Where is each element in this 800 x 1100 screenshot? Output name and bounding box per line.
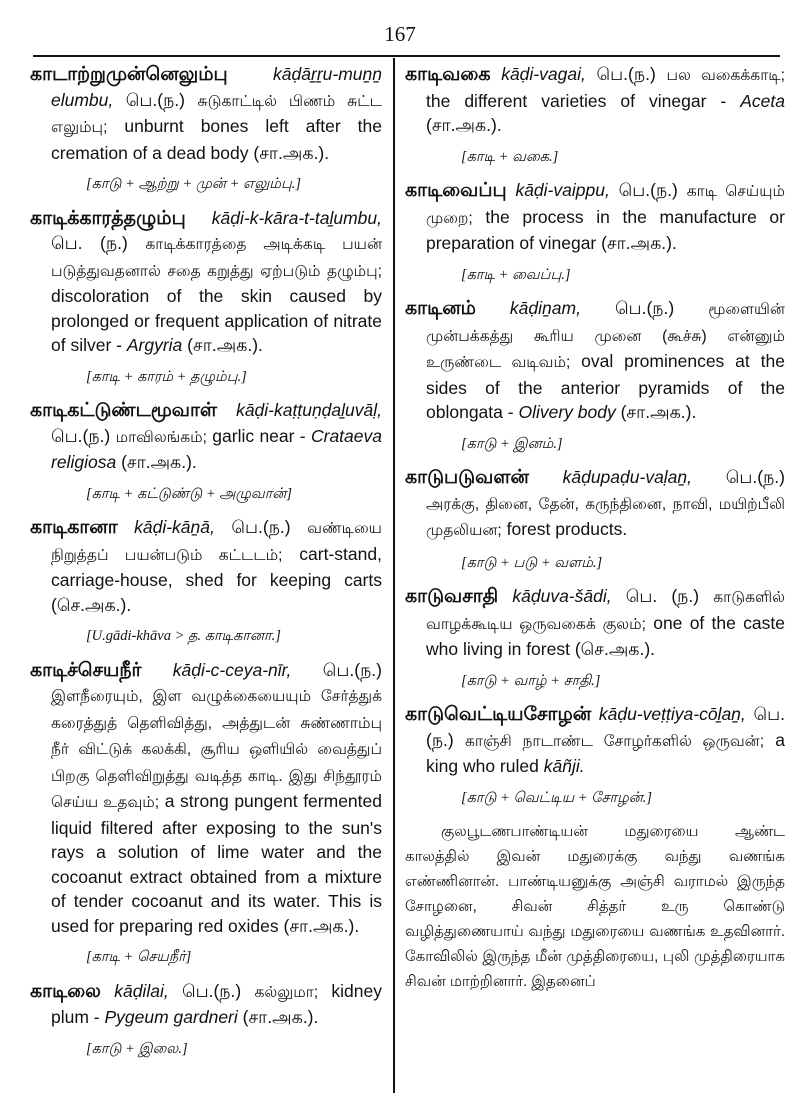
source-abbrev: (சா.அக.).	[187, 335, 263, 355]
transliteration: kāḍi-c-ceya-nīr,	[172, 659, 292, 680]
english-gloss: discoloration of the skin caused by prolonged or frequent application of nitrate of silver -	[51, 286, 382, 355]
page-number: 167	[384, 22, 416, 46]
left-column	[30, 62, 382, 1070]
entry-body	[30, 62, 382, 165]
entry-body	[405, 702, 785, 779]
source-abbrev: (சா.அக.).	[620, 402, 697, 422]
dictionary-entry	[405, 465, 785, 575]
headword: காடிலை	[30, 980, 101, 1002]
english-gloss: unburnt bones left after the cremation of a dead body	[51, 116, 382, 163]
dictionary-entry	[30, 62, 382, 197]
etymology: [காடி + காரம் + தழும்பு.]	[86, 368, 247, 385]
dictionary-entry	[405, 178, 785, 287]
etymology: [காடு + ஆற்று + முன் + எலும்பு.]	[86, 176, 302, 192]
column-divider	[393, 58, 395, 1093]
transliteration: kāḍi-vagai,	[501, 64, 586, 84]
english-gloss: one of the caste who living in forest	[426, 612, 785, 659]
transliteration: kāḍi-k-kāra-t-taḻumbu,	[211, 207, 382, 228]
source-abbrev: (சா.அக.).	[121, 452, 197, 472]
tamil-gloss: மூளையின் முன்பக்கத்து கூரிய முனை (கூச்சு) என்னும் உருண்டை வடிவம்;	[426, 301, 785, 371]
transliteration: kāḍilai,	[114, 980, 169, 1001]
transliteration: kāḍi-kaṭṭuṇḍaḻuvāḷ,	[236, 400, 382, 420]
scientific-name: kāñji.	[543, 756, 585, 776]
part-of-speech: பெ.(ந.)	[51, 425, 111, 446]
tamil-gloss: மாவிலங்கம்;	[115, 428, 207, 446]
source-abbrev: (சா.அக.).	[601, 233, 677, 253]
source-abbrev: (செ.அக.).	[574, 639, 656, 659]
headword: காடிவைப்பு	[405, 180, 507, 201]
part-of-speech: பெ.(ந.)	[426, 704, 785, 750]
etymology: [காடி + வைப்பு.]	[461, 266, 571, 283]
etymology: [காடு + படு + வளம்.]	[461, 554, 603, 571]
dictionary-entry	[30, 658, 382, 970]
etymology: [காடு + இலை.]	[86, 1040, 188, 1057]
headword: காடுபடுவளன்	[405, 467, 529, 488]
part-of-speech: பெ.(ந.)	[596, 64, 656, 84]
tamil-gloss: வண்டியை நிறுத்தப் பயன்படும் கட்டடம்;	[51, 520, 382, 564]
source-abbrev: (சா.அக.).	[253, 142, 330, 163]
headword: காடாற்றுமுன்னெலும்பு	[30, 64, 228, 85]
entry-body	[405, 178, 785, 256]
source-abbrev: (சா.அக.).	[242, 1007, 319, 1027]
english-gloss: forest products.	[506, 519, 628, 539]
historical-note: குலபூடணபாண்டியன் மதுரையை ஆண்ட காலத்தில் இவன் மதுரைக்கு வந்து வணங்க எண்ணினான். பாண்டியனுக்கு அஞ்சி வராமல் இருந்த சோழனை, சிவன் சித்தர் உரு கொண்டு வழித்துணையாய் வந்து மதுரையை வணங்க உதவினார். கோவிலில் இருந்த மீன் முத்திரையை, புலி முத்திரையாக சிவன் மாற்றினார். இதனைப்	[405, 823, 785, 990]
source-abbrev: (செ.அக.).	[51, 594, 132, 615]
headword: காடுவெட்டியசோழன்	[405, 704, 592, 725]
tamil-gloss: அரக்கு, தினை, தேன், கருந்தினை, நாவி, மயிற்பீலி முதலியன;	[426, 495, 785, 539]
transliteration: kāḍi-vaippu,	[515, 180, 610, 200]
scientific-name: Olivery body	[518, 402, 616, 422]
entry-body	[405, 296, 785, 425]
part-of-speech: பெ.(ந.)	[725, 467, 785, 487]
tamil-gloss: கல்லுமா;	[254, 983, 319, 1001]
header-rule	[33, 55, 780, 57]
headword: காடிகட்டுண்டமூவாள்	[30, 400, 218, 421]
transliteration: kāḍu-veṭṭiya-cōḻaṉ,	[598, 704, 746, 724]
etymology: [காடு + வெட்டிய + சோழன்.]	[461, 789, 653, 806]
part-of-speech: பெ.(ந.)	[125, 89, 186, 110]
part-of-speech: பெ.(ந.)	[181, 980, 242, 1001]
tamil-gloss: காடிக்காரத்தை அடிக்கடி பயன் படுத்துவதனால் சதை கறுத்து ஏற்படும் தழும்பு;	[51, 236, 382, 280]
dictionary-entry	[30, 206, 382, 390]
entry-body	[30, 979, 382, 1030]
english-gloss: oval prominences at the sides of the anterior pyramids of the oblongata -	[426, 351, 785, 422]
tamil-gloss: காடுகளில் வாழக்கூடிய ஒருவகைக் குலம்;	[426, 589, 785, 633]
part-of-speech: பெ. (ந.)	[625, 586, 700, 606]
english-gloss: a king who ruled	[426, 729, 785, 776]
etymology: [காடி + கட்டுண்டு + அழுவான்]	[86, 485, 293, 502]
scientific-name: Pygeum gardneri	[104, 1007, 238, 1027]
english-gloss: the process in the manufacture or preparation of vinegar	[426, 206, 785, 253]
part-of-speech: பெ.(ந.)	[618, 180, 678, 200]
headword: காடினம்	[405, 298, 476, 319]
english-gloss: kidney plum -	[51, 980, 382, 1027]
part-of-speech: பெ. (ந.)	[51, 233, 128, 253]
english-gloss: the different varieties of vinegar -	[426, 90, 727, 111]
part-of-speech: பெ.(ந.)	[614, 298, 675, 318]
transliteration: kāḍi-kāṉā,	[134, 517, 215, 537]
part-of-speech: பெ.(ந.)	[322, 659, 382, 680]
dictionary-entry	[405, 62, 785, 169]
headword: காடிகானா	[30, 517, 118, 538]
entry-body	[405, 584, 785, 662]
dictionary-entry	[405, 296, 785, 456]
entry-body	[30, 398, 382, 475]
headword: காடிச்செயநீர்	[30, 659, 142, 681]
scientific-name: Argyria	[126, 335, 183, 355]
scientific-name: Crataeva religiosa	[51, 425, 382, 472]
entry-body	[30, 515, 382, 617]
source-abbrev: (சா.அக.).	[426, 115, 502, 135]
etymology: [காடி + செயநீர்]	[86, 949, 192, 965]
dictionary-entry	[405, 702, 785, 994]
english-gloss: garlic near -	[212, 425, 306, 446]
right-column	[405, 62, 785, 994]
part-of-speech: பெ.(ந.)	[231, 517, 291, 537]
dictionary-entry	[30, 515, 382, 649]
etymology: [காடி + வகை.]	[461, 148, 559, 165]
source-abbrev: (சா.அக.).	[283, 915, 360, 936]
tamil-gloss: பல வகைக்காடி;	[666, 67, 785, 84]
headword: காடிக்காரத்தழும்பு	[30, 207, 186, 229]
etymology: [காடு + இனம்.]	[461, 435, 563, 452]
headword: காடுவசாதி	[405, 586, 499, 607]
transliteration: kāḍuva-šādi,	[512, 586, 612, 606]
english-gloss: cart-stand, carriage-house, shed for keeping carts	[51, 543, 382, 590]
tamil-gloss: இளநீரையும், இள வழுக்கையையும் சேர்த்துக் கரைத்துத் தெளிவித்து, அத்துடன் சுண்ணாம்பு நீர் விட்டுக் கலக்கி, சூரிய ஒளியில் வைத்துப் பிறகு தெளிவிறுத்து வடித்த காடி. இது சிந்தூரம் செய்ய உதவும்;	[51, 688, 382, 811]
headword: காடிவகை	[405, 64, 491, 85]
entry-body	[405, 465, 785, 544]
entry-body	[30, 206, 382, 358]
transliteration: kāḍupaḍu-vaḷaṉ,	[562, 467, 693, 487]
transliteration: kāḍāṟṟu-muṉṉ elumbu,	[51, 64, 382, 110]
tamil-gloss: சுடுகாட்டில் பிணம் சுட்ட எலும்பு;	[51, 92, 382, 136]
entry-body	[30, 658, 382, 939]
entry-body	[405, 62, 785, 138]
dictionary-entry	[405, 584, 785, 693]
dictionary-entry	[30, 398, 382, 506]
transliteration: kāḍiṉam,	[509, 298, 581, 318]
tamil-gloss: காடி செய்யும் முறை;	[426, 183, 785, 227]
etymology: [U.gādi-khāva > த. காடிகானா.]	[86, 628, 281, 644]
tamil-gloss: காஞ்சி நாடாண்ட சோழர்களில் ஒருவன்;	[464, 732, 765, 750]
etymology: [காடு + வாழ் + சாதி.]	[461, 672, 601, 689]
dictionary-entry	[30, 979, 382, 1062]
scientific-name: Aceta	[740, 90, 785, 111]
english-gloss: a strong pungent fermented liquid filtered after exposing to the sun's rays a solution of lime water and the cocoanut extract obtained from a mixture of tender cocoanut and its water. This is used for preparing red oxides	[51, 791, 382, 936]
